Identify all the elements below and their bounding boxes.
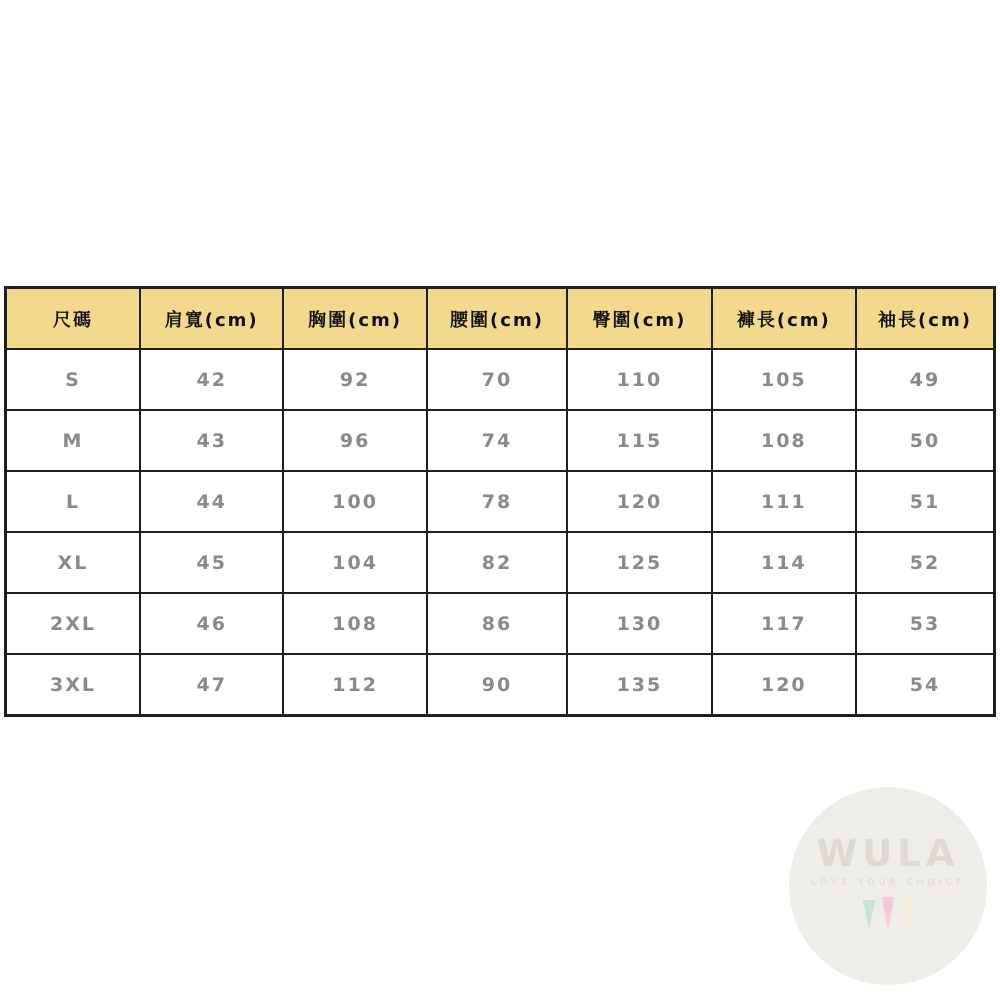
measurement-cell: 110 xyxy=(567,349,711,410)
measurement-cell: 125 xyxy=(567,532,711,593)
measurement-cell: 42 xyxy=(140,349,283,410)
measurement-cell: 46 xyxy=(140,593,283,654)
column-header-1: 肩寬(cm) xyxy=(140,288,283,350)
measurement-cell: 44 xyxy=(140,471,283,532)
measurement-cell: 117 xyxy=(712,593,856,654)
size-label-cell: XL xyxy=(6,532,141,593)
table-row-XL xyxy=(6,532,995,593)
measurement-cell: 49 xyxy=(856,349,995,410)
measurement-cell: 111 xyxy=(712,471,856,532)
cone-cream-icon xyxy=(900,900,915,930)
column-header-3: 腰圍(cm) xyxy=(427,288,567,350)
measurement-cell: 43 xyxy=(140,410,283,471)
cone-green-icon xyxy=(862,900,877,930)
measurement-cell: 86 xyxy=(427,593,567,654)
size-chart-header xyxy=(6,288,995,350)
measurement-cell: 51 xyxy=(856,471,995,532)
measurement-cell: 108 xyxy=(283,593,426,654)
measurement-cell: 70 xyxy=(427,349,567,410)
measurement-cell: 74 xyxy=(427,410,567,471)
measurement-cell: 50 xyxy=(856,410,995,471)
measurement-cell: 115 xyxy=(567,410,711,471)
size-chart-table xyxy=(4,286,996,717)
measurement-cell: 104 xyxy=(283,532,426,593)
brand-watermark xyxy=(789,787,987,985)
measurement-cell: 96 xyxy=(283,410,426,471)
size-chart-body xyxy=(6,349,995,716)
size-label-cell: S xyxy=(6,349,141,410)
measurement-cell: 120 xyxy=(567,471,711,532)
measurement-cell: 105 xyxy=(712,349,856,410)
column-header-6: 袖長(cm) xyxy=(856,288,995,350)
measurement-cell: 78 xyxy=(427,471,567,532)
measurement-cell: 130 xyxy=(567,593,711,654)
size-label-cell: 3XL xyxy=(6,654,141,716)
measurement-cell: 135 xyxy=(567,654,711,716)
table-row-L xyxy=(6,471,995,532)
table-row-M xyxy=(6,410,995,471)
table-row-2XL xyxy=(6,593,995,654)
measurement-cell: 114 xyxy=(712,532,856,593)
measurement-cell: 54 xyxy=(856,654,995,716)
measurement-cell: 47 xyxy=(140,654,283,716)
table-row-S xyxy=(6,349,995,410)
header-row xyxy=(6,288,995,350)
size-label-cell: 2XL xyxy=(6,593,141,654)
cone-pink-icon xyxy=(881,897,896,931)
brand-tagline: LOVE YOUR CHOICE xyxy=(810,878,966,888)
column-header-5: 褲長(cm) xyxy=(712,288,856,350)
table-row-3XL xyxy=(6,654,995,716)
measurement-cell: 52 xyxy=(856,532,995,593)
measurement-cell: 90 xyxy=(427,654,567,716)
measurement-cell: 108 xyxy=(712,410,856,471)
measurement-cell: 82 xyxy=(427,532,567,593)
measurement-cell: 53 xyxy=(856,593,995,654)
size-label-cell: M xyxy=(6,410,141,471)
column-header-4: 臀圍(cm) xyxy=(567,288,711,350)
measurement-cell: 112 xyxy=(283,654,426,716)
measurement-cell: 120 xyxy=(712,654,856,716)
measurement-cell: 100 xyxy=(283,471,426,532)
size-label-cell: L xyxy=(6,471,141,532)
measurement-cell: 45 xyxy=(140,532,283,593)
measurement-cell: 92 xyxy=(283,349,426,410)
column-header-0: 尺碼 xyxy=(6,288,141,350)
column-header-2: 胸圍(cm) xyxy=(283,288,426,350)
brand-logo-cones-icon xyxy=(789,900,987,931)
brand-name: WULA xyxy=(816,832,960,875)
